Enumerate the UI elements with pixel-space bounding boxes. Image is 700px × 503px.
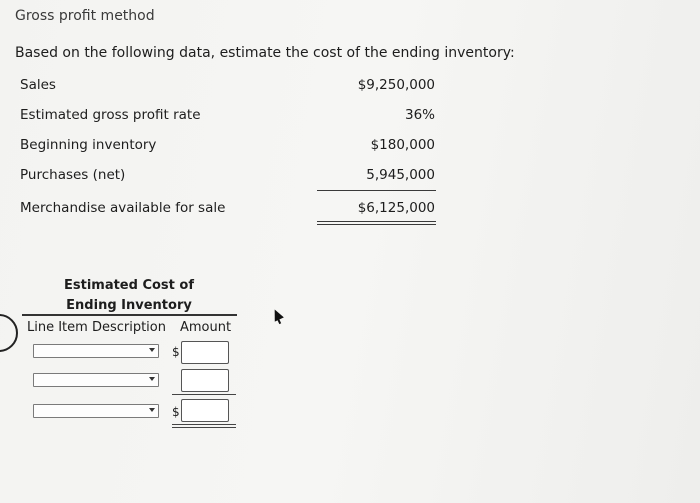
double-rule-top (317, 221, 436, 222)
gross-profit-rate-label: Estimated gross profit rate (20, 107, 201, 123)
purchases-label: Purchases (net) (20, 167, 126, 183)
partial-circle-decoration (0, 314, 18, 352)
currency-symbol: $ (172, 405, 180, 419)
column-header-amount: Amount (180, 320, 232, 335)
instructions-text: Based on the following data, estimate the cost of the ending inventory: (15, 45, 515, 61)
amount-input-3[interactable] (181, 399, 229, 422)
gross-profit-rate-value: 36% (404, 107, 435, 123)
currency-symbol: $ (172, 345, 180, 359)
amount-double-rule-top (172, 424, 236, 425)
answer-table-title: Estimated Cost of Ending Inventory (63, 278, 194, 313)
purchases-value: 5,945,000 (366, 167, 435, 183)
double-rule-bottom (317, 224, 436, 225)
amount-subtotal-rule (172, 394, 236, 395)
beginning-inventory-label: Beginning inventory (20, 137, 157, 153)
merchandise-available-label: Merchandise available for sale (20, 200, 226, 216)
chevron-down-icon (149, 408, 155, 412)
answer-table-header-rule (22, 314, 237, 316)
chevron-down-icon (149, 377, 155, 381)
merchandise-available-value: $6,125,000 (357, 200, 435, 216)
sales-value: $9,250,000 (357, 77, 435, 93)
amount-input-2[interactable] (181, 369, 229, 392)
page-title: Gross profit method (15, 8, 155, 24)
beginning-inventory-value: $180,000 (370, 137, 435, 153)
chevron-down-icon (149, 348, 155, 352)
line-item-select-3[interactable] (33, 404, 159, 418)
line-item-select-2[interactable] (33, 373, 159, 387)
sales-label: Sales (20, 77, 56, 93)
column-header-description: Line Item Description (27, 320, 166, 335)
subtotal-rule (317, 190, 436, 191)
line-item-select-1[interactable] (33, 344, 159, 358)
amount-input-1[interactable] (181, 341, 229, 364)
amount-double-rule-bottom (172, 427, 236, 428)
